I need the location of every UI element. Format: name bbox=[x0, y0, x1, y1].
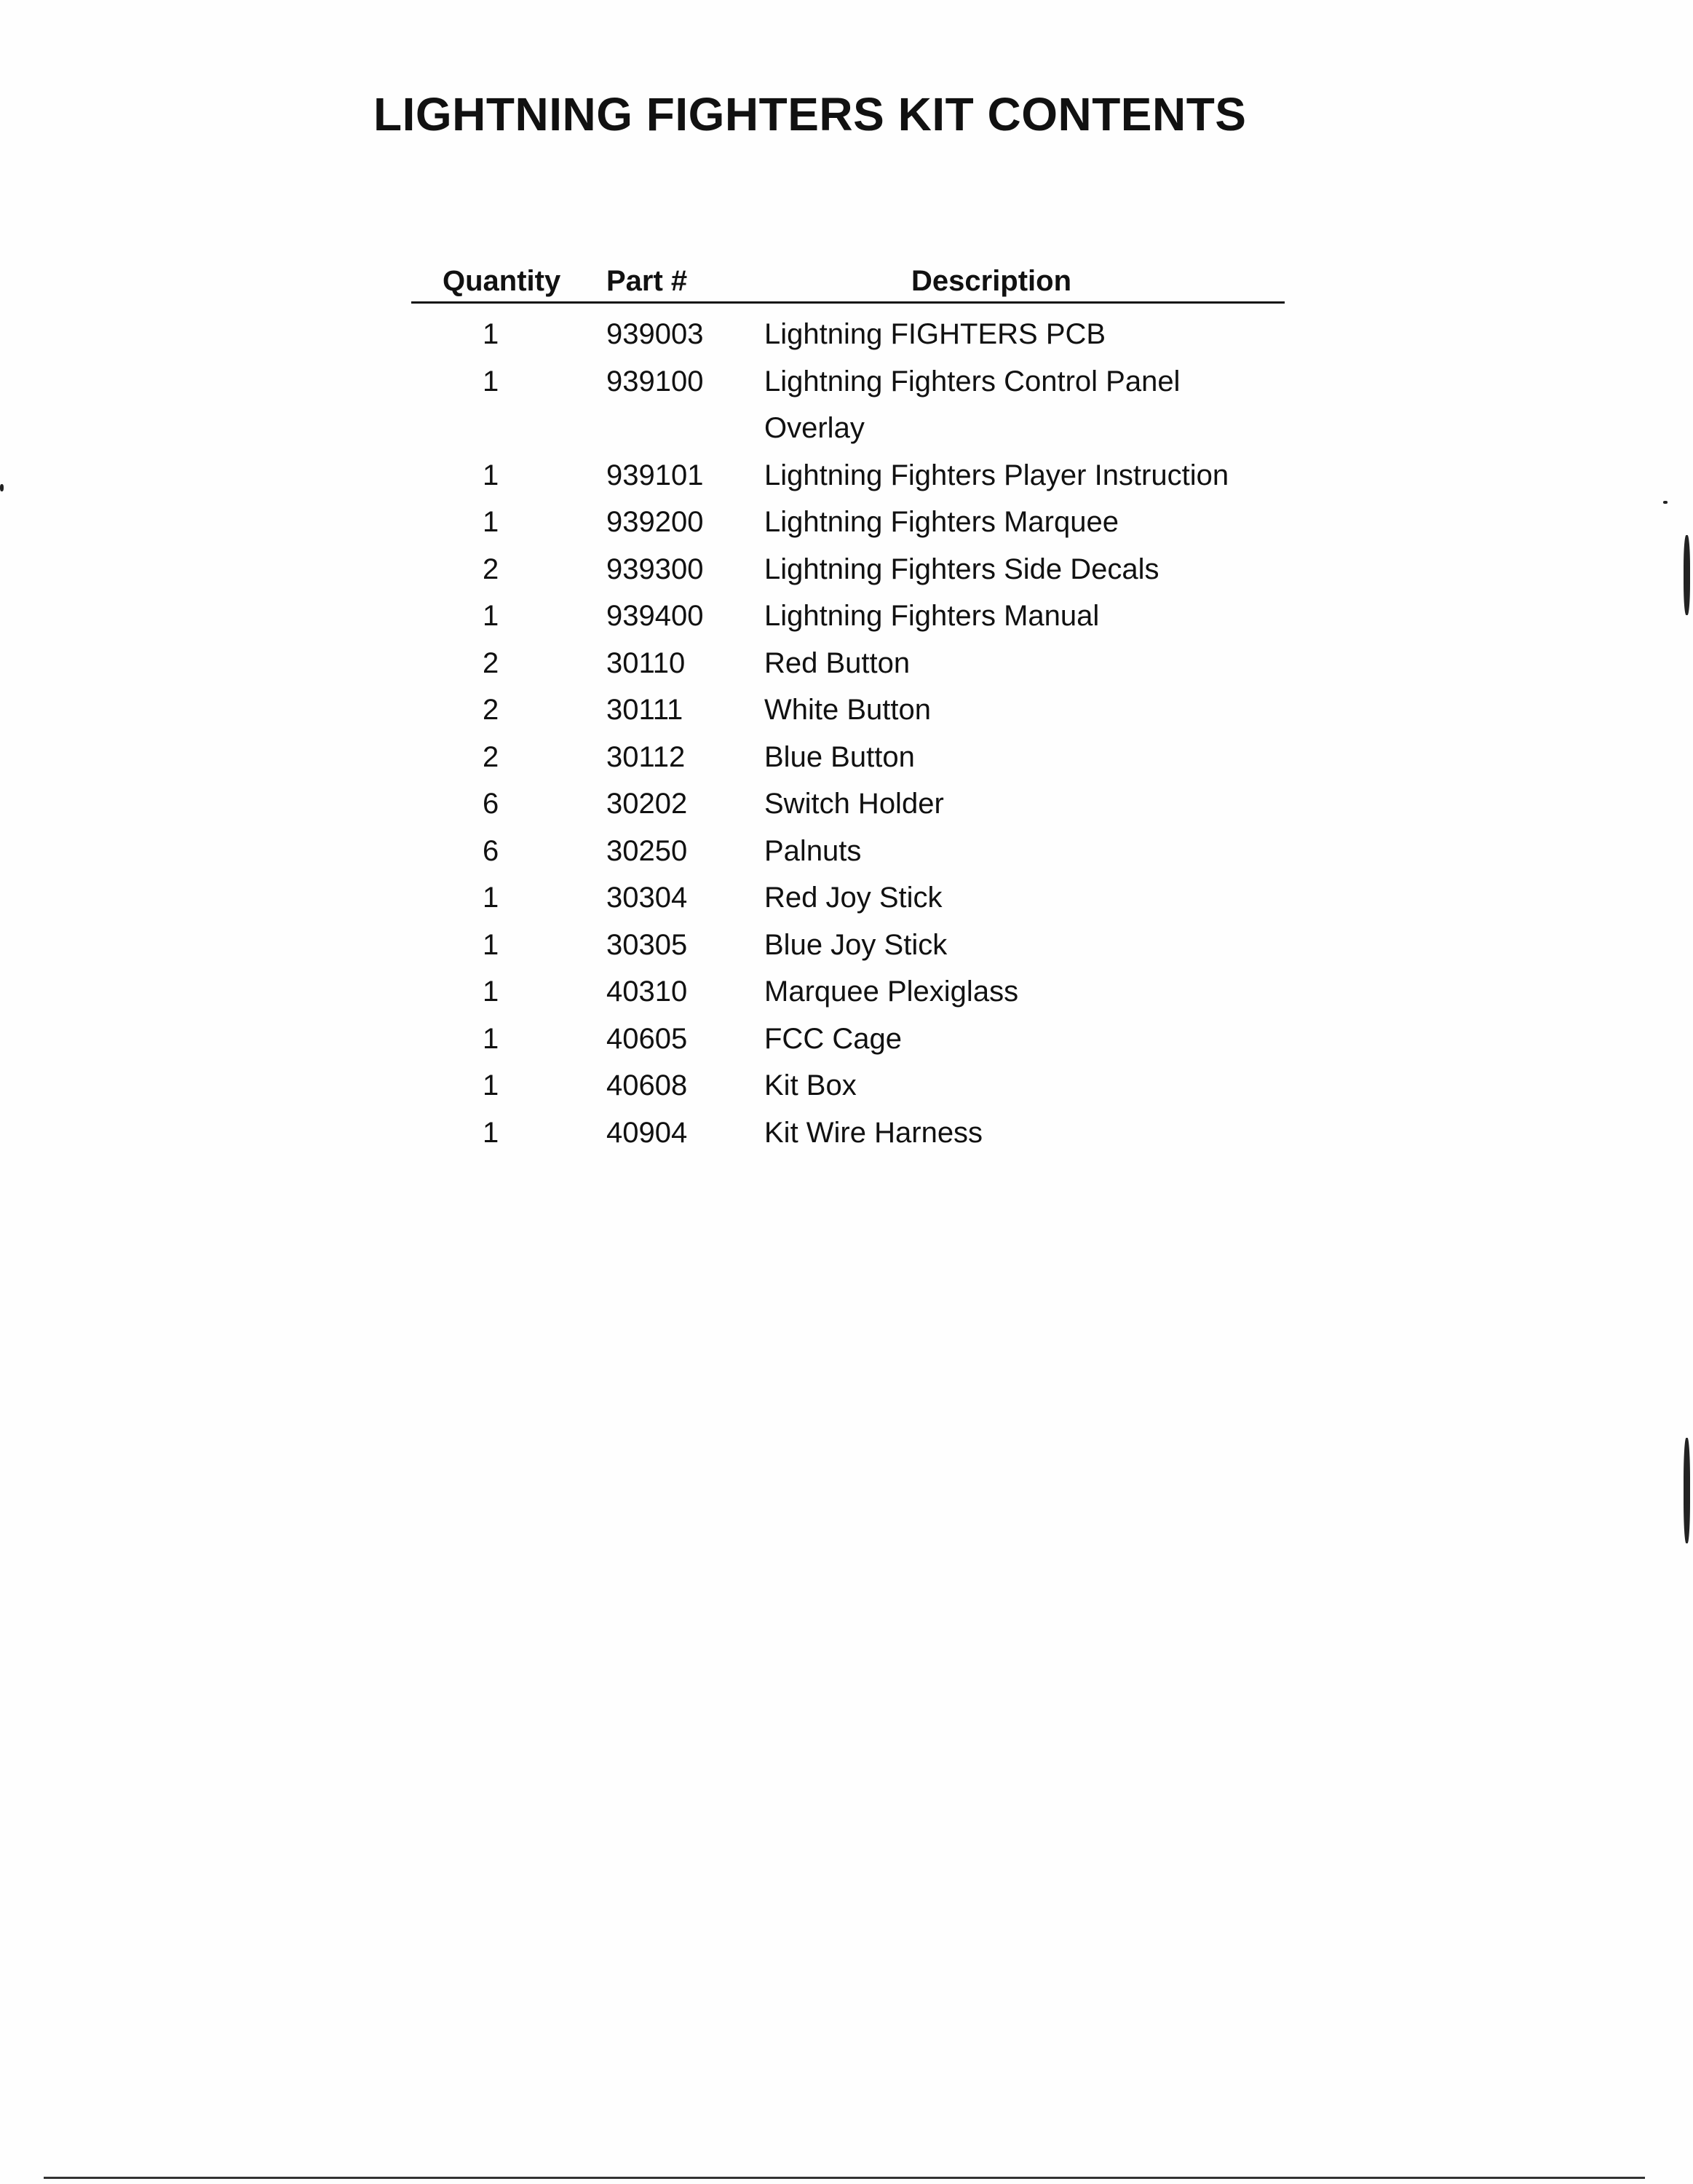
cell-description: Lightning Fighters Control Panel Overlay bbox=[764, 365, 1181, 444]
cell-part-number: 939400 bbox=[606, 600, 704, 632]
table-header bbox=[411, 261, 1285, 304]
cell-quantity: 6 bbox=[483, 834, 499, 867]
cell-part-number: 939003 bbox=[606, 318, 704, 350]
cell-description: Lightning Fighters Marquee bbox=[764, 506, 1119, 538]
table-row bbox=[411, 499, 1285, 546]
cell-description: Blue Joy Stick bbox=[764, 928, 948, 961]
cell-description: Switch Holder bbox=[764, 788, 944, 820]
cell-description: Red Joy Stick bbox=[764, 882, 943, 914]
table-row bbox=[411, 593, 1285, 640]
scan-artifact-mark bbox=[1684, 535, 1690, 615]
cell-quantity: 1 bbox=[483, 506, 499, 538]
cell-description: White Button bbox=[764, 694, 932, 726]
cell-quantity: 1 bbox=[483, 976, 499, 1008]
table-row bbox=[411, 780, 1285, 828]
header-description: Description bbox=[911, 265, 1072, 297]
cell-quantity: 1 bbox=[483, 1069, 499, 1101]
cell-part-number: 40605 bbox=[606, 1022, 688, 1055]
scan-artifact-mark bbox=[1663, 501, 1668, 504]
cell-description: Red Button bbox=[764, 646, 911, 679]
table-row bbox=[411, 968, 1285, 1016]
cell-quantity: 1 bbox=[483, 600, 499, 632]
cell-description: Lightning FIGHTERS PCB bbox=[764, 318, 1106, 350]
cell-part-number: 939100 bbox=[606, 365, 704, 397]
table-row bbox=[411, 734, 1285, 781]
table-body bbox=[411, 304, 1285, 1156]
cell-part-number: 30112 bbox=[606, 740, 686, 773]
cell-description: FCC Cage bbox=[764, 1022, 902, 1055]
kit-contents-table bbox=[411, 261, 1285, 1156]
cell-part-number: 30250 bbox=[606, 834, 688, 867]
table-row bbox=[411, 922, 1285, 969]
table-row bbox=[411, 452, 1285, 499]
table-row bbox=[411, 546, 1285, 593]
cell-quantity: 1 bbox=[483, 928, 499, 961]
cell-part-number: 40904 bbox=[606, 1116, 688, 1149]
table-row bbox=[411, 1109, 1285, 1157]
cell-quantity: 2 bbox=[483, 740, 499, 773]
cell-description: Lightning Fighters Manual bbox=[764, 600, 1100, 632]
cell-part-number: 40608 bbox=[606, 1069, 688, 1101]
table-row bbox=[411, 640, 1285, 687]
cell-description: Lightning Fighters Player Instruction bbox=[764, 459, 1229, 491]
cell-description: Kit Box bbox=[764, 1069, 857, 1101]
header-quantity: Quantity bbox=[443, 265, 561, 297]
table-row bbox=[411, 311, 1285, 358]
table-row bbox=[411, 358, 1285, 452]
cell-quantity: 1 bbox=[483, 459, 499, 491]
cell-description: Marquee Plexiglass bbox=[764, 976, 1019, 1008]
cell-part-number: 939200 bbox=[606, 506, 704, 538]
cell-quantity: 1 bbox=[483, 1116, 499, 1149]
cell-part-number: 30304 bbox=[606, 882, 688, 914]
cell-part-number: 30111 bbox=[606, 694, 683, 726]
scan-artifact-mark bbox=[0, 484, 4, 491]
cell-quantity: 2 bbox=[483, 694, 499, 726]
cell-description: Kit Wire Harness bbox=[764, 1116, 983, 1149]
table-row bbox=[411, 687, 1285, 734]
table-row bbox=[411, 828, 1285, 875]
table-row bbox=[411, 1062, 1285, 1109]
cell-quantity: 2 bbox=[483, 646, 499, 679]
cell-quantity: 1 bbox=[483, 365, 499, 397]
cell-part-number: 40310 bbox=[606, 976, 688, 1008]
cell-part-number: 30202 bbox=[606, 788, 688, 820]
page-title: LIGHTNING FIGHTERS KIT CONTENTS bbox=[373, 88, 1247, 141]
cell-quantity: 1 bbox=[483, 1022, 499, 1055]
page-bottom-edge-divider bbox=[44, 2177, 1645, 2179]
cell-description: Lightning Fighters Side Decals bbox=[764, 553, 1159, 585]
cell-description: Palnuts bbox=[764, 834, 862, 867]
cell-part-number: 939300 bbox=[606, 553, 704, 585]
table-row bbox=[411, 1016, 1285, 1063]
cell-part-number: 939101 bbox=[606, 459, 704, 491]
cell-description: Blue Button bbox=[764, 740, 915, 773]
cell-quantity: 1 bbox=[483, 882, 499, 914]
table-row bbox=[411, 874, 1285, 922]
cell-quantity: 6 bbox=[483, 788, 499, 820]
header-part-number: Part # bbox=[606, 265, 688, 297]
cell-part-number: 30110 bbox=[606, 646, 686, 679]
cell-quantity: 1 bbox=[483, 318, 499, 350]
cell-part-number: 30305 bbox=[606, 928, 688, 961]
cell-quantity: 2 bbox=[483, 553, 499, 585]
scan-artifact-mark bbox=[1684, 1438, 1690, 1543]
